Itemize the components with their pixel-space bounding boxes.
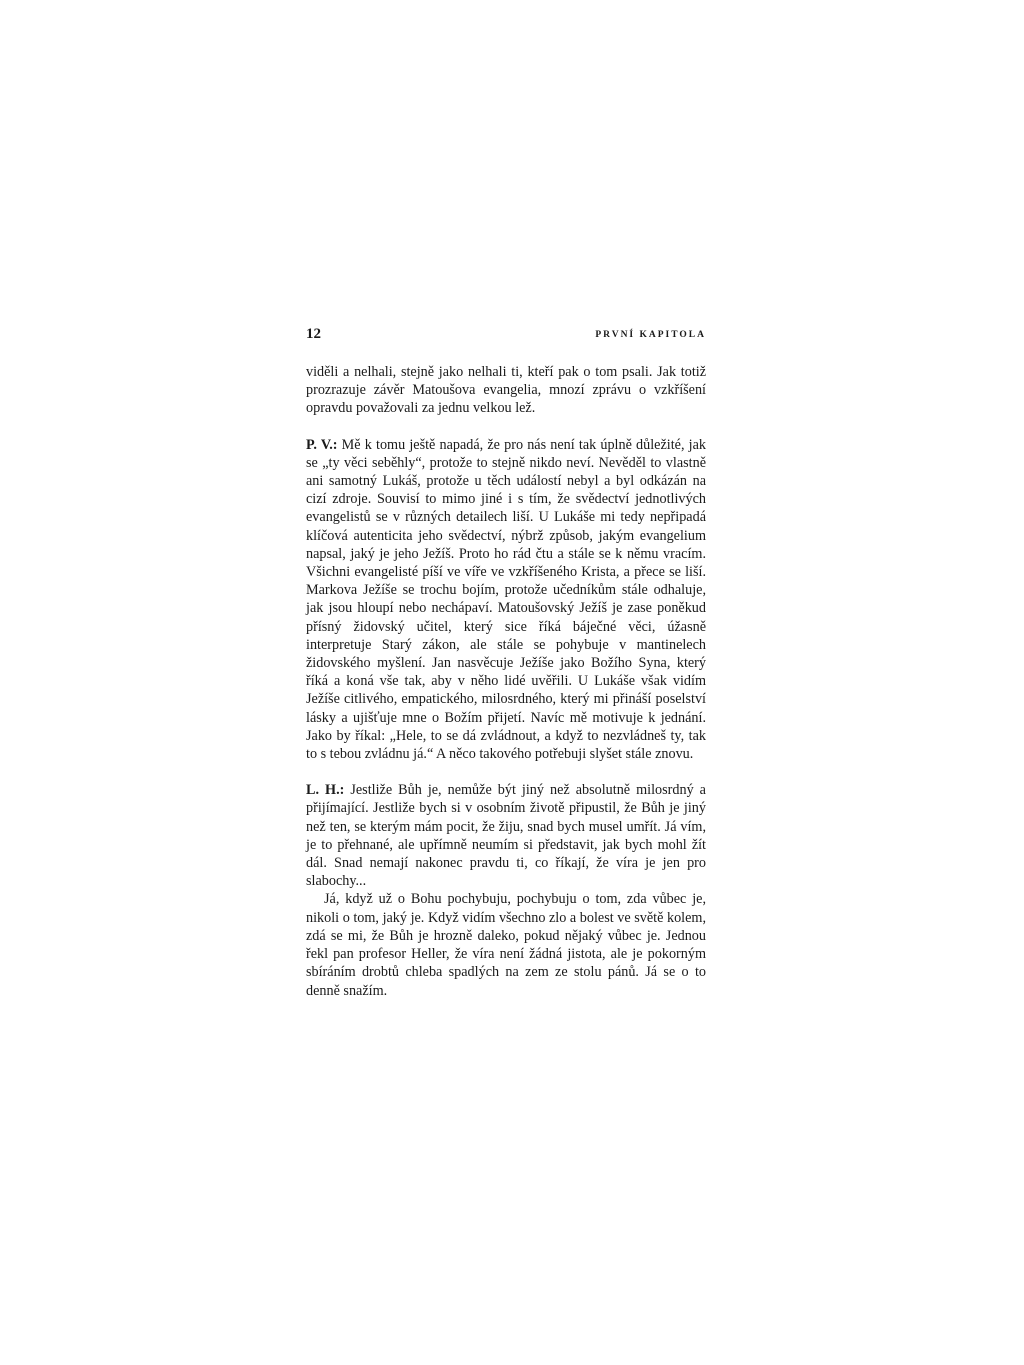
running-head [306, 326, 706, 348]
paragraph-lh [306, 781, 706, 890]
book-page [306, 326, 706, 1000]
paragraph-text: Mě k tomu ještě napadá, že pro nás není tak úplně důležité, jak se „ty věci seběhly“, protože to stejně nikdo neví. Nevěděl to vlastně ani samotný Lukáš, protože u těch událostí nebyl a byl odkázán na cizí zdroje. Souvisí to mimo jiné i s tím, že svědectví jednotlivých evangelistů se v různých detailech liší. U Lukáše mi tedy nepřipadá klíčová autenticita jeho svědectví, nýbrž způsob, jakým evangelium napsal, jaký je jeho Ježíš. Proto ho rád čtu a stále se k němu vracím. Všichni evangelisté píší ve víře ve vzkříšeného Krista, a přece se liší. Markova Ježíše se trochu bojím, protože učedníkům stále odhaluje, jak jsou hloupí nebo nechápaví. Matoušovský Ježíš je zase poněkud přísný židovský učitel, který sice říká báječné věci, úžasně interpretuje Starý zákon, ale stále se pohybuje v mantinelech židovského myšlení. Jan nasvěcuje Ježíše jako Božího Syna, který říká a koná vše tak, aby v něho lidé uvěřili. U Lukáše však vidím Ježíše citlivého, empatického, milosrdného, který mi přináší poselství lásky a ujišťuje mne o Božím přijetí. Navíc mě motivuje k jednání. Jako by říkal: „Hele, to se dá zvládnout, a když to nezvládneš ty, tak to s tebou zvládnu já.“ A něco takového potřebuji slyšet stále znovu. [306, 436, 707, 763]
paragraph-text: viděli a nelhali, stejně jako nelhali ti, kteří pak o tom psali. Jak totiž prozrazuje závěr Matoušova evangelia, mnozí zprávu o vzkříšení opravdu považovali za jednu velkou lež. [306, 364, 706, 417]
chapter-title: PRVNÍ KAPITOLA [595, 330, 706, 340]
paragraph-continuation [306, 363, 706, 418]
paragraph-pv [306, 436, 706, 764]
speaker-label: L. H.: [306, 782, 345, 799]
page-number: 12 [306, 326, 321, 342]
body-text [306, 363, 706, 1000]
paragraph-text: Já, když už o Bohu pochybuju, pochybuju o tom, zda vůbec je, nikoli o tom, jaký je. Když vidím všechno zlo a bolest ve světě kolem, zdá se mi, že Bůh je hrozně daleko, pokud nějaký vůbec je. Jednou řekl pan profesor Heller, že víra není žádná jistota, ale je pokorným sbíráním drobtů chleba spadlých na zem ze stolu pánů. Já se o to denně snažím. [306, 891, 706, 999]
paragraph-lh-continued [306, 890, 706, 999]
speaker-label: P. V.: [306, 436, 338, 453]
paragraph-text: Jestliže Bůh je, nemůže být jiný než absolutně milosrdný a přijímající. Jestliže bych si v osobním životě připustil, že Bůh je jiný než ten, se kterým mám pocit, že žiju, snad bych musel umřít. Já vím, je to přehnané, ale upřímně neumím si představit, jak bych mohl žít dál. Snad nemají nakonec pravdu ti, co říkají, že víra je jen pro slabochy... [306, 782, 706, 890]
